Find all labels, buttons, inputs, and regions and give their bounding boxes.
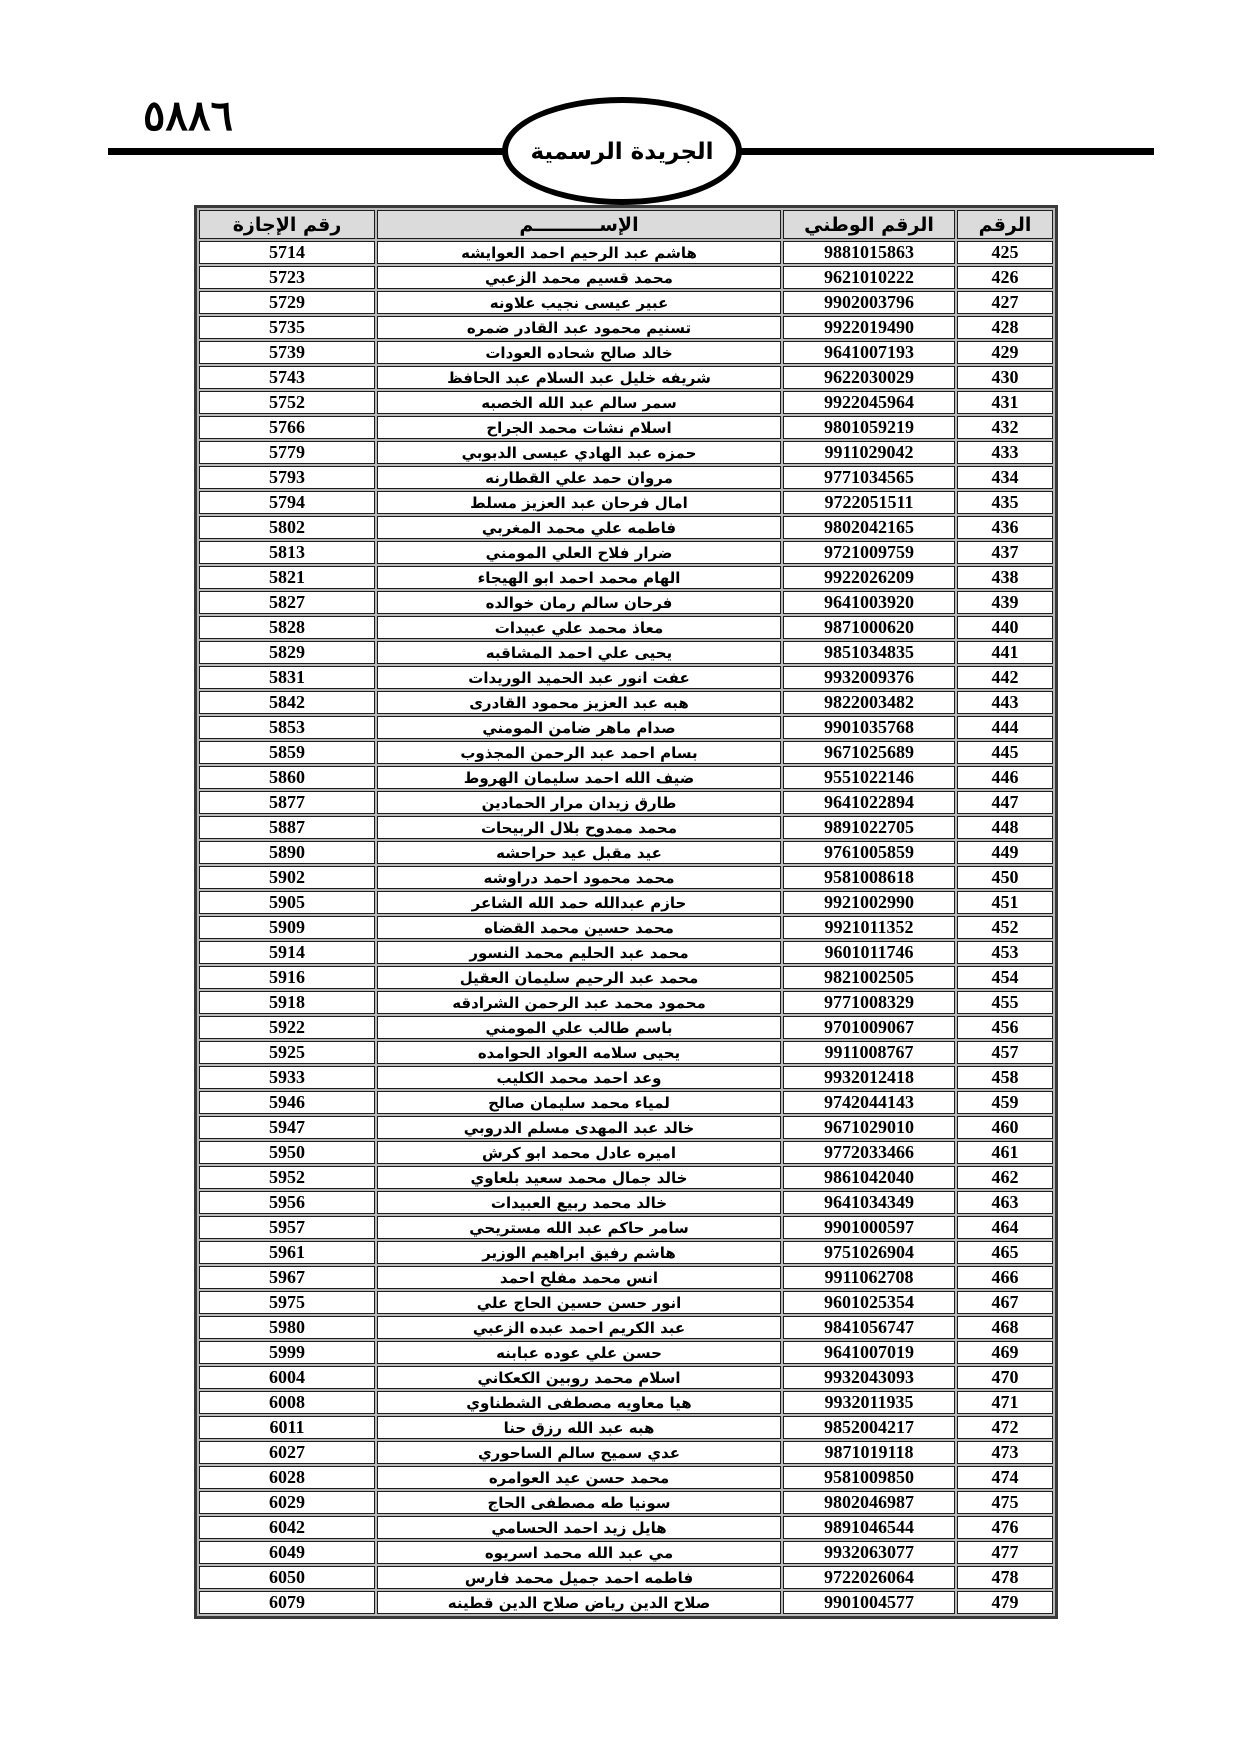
row-serial-cell: 458 — [957, 1066, 1053, 1089]
row-name-cell: الهام محمد احمد ابو الهيجاء — [377, 566, 781, 589]
table-row — [199, 366, 1053, 389]
row-license-cell: 5905 — [199, 891, 375, 914]
row-national-id-cell: 9621010222 — [783, 266, 955, 289]
row-name-cell: ضيف الله احمد سليمان الهروط — [377, 766, 781, 789]
row-serial-cell: 457 — [957, 1041, 1053, 1064]
table-row — [199, 1091, 1053, 1114]
row-license-cell: 5918 — [199, 991, 375, 1014]
row-name-cell: شريفه خليل عبد السلام عبد الحافظ — [377, 366, 781, 389]
table-row — [199, 1441, 1053, 1464]
table-row — [199, 566, 1053, 589]
row-license-cell: 6028 — [199, 1466, 375, 1489]
table-row — [199, 491, 1053, 514]
header-license-no: رقم الإجازة — [199, 210, 375, 239]
row-name-cell: هاشم عبد الرحيم احمد العوايشه — [377, 241, 781, 264]
table-row — [199, 1566, 1053, 1589]
table-row — [199, 1191, 1053, 1214]
row-national-id-cell: 9751026904 — [783, 1241, 955, 1264]
table-row — [199, 541, 1053, 564]
table-row — [199, 341, 1053, 364]
row-name-cell: لمياء محمد سليمان صالح — [377, 1091, 781, 1114]
row-license-cell: 5947 — [199, 1116, 375, 1139]
row-serial-cell: 428 — [957, 316, 1053, 339]
row-national-id-cell: 9902003796 — [783, 291, 955, 314]
row-serial-cell: 471 — [957, 1391, 1053, 1414]
table-row — [199, 1241, 1053, 1264]
row-serial-cell: 478 — [957, 1566, 1053, 1589]
row-national-id-cell: 9932012418 — [783, 1066, 955, 1089]
row-license-cell: 6029 — [199, 1491, 375, 1514]
table-header-row — [199, 210, 1053, 239]
table-row — [199, 1466, 1053, 1489]
row-license-cell: 5821 — [199, 566, 375, 589]
row-serial-cell: 461 — [957, 1141, 1053, 1164]
row-license-cell: 5828 — [199, 616, 375, 639]
row-serial-cell: 449 — [957, 841, 1053, 864]
page-number: ٥٨٨٦ — [142, 91, 234, 140]
row-serial-cell: 450 — [957, 866, 1053, 889]
row-serial-cell: 451 — [957, 891, 1053, 914]
row-national-id-cell: 9722051511 — [783, 491, 955, 514]
row-serial-cell: 468 — [957, 1316, 1053, 1339]
table-row — [199, 1041, 1053, 1064]
row-serial-cell: 456 — [957, 1016, 1053, 1039]
row-national-id-cell: 9921002990 — [783, 891, 955, 914]
row-serial-cell: 473 — [957, 1441, 1053, 1464]
row-license-cell: 5853 — [199, 716, 375, 739]
row-license-cell: 5802 — [199, 516, 375, 539]
row-name-cell: هيا معاويه مصطفى الشطناوي — [377, 1391, 781, 1414]
row-serial-cell: 439 — [957, 591, 1053, 614]
row-national-id-cell: 9601025354 — [783, 1291, 955, 1314]
header-national-id: الرقم الوطني — [783, 210, 955, 239]
row-name-cell: ضرار فلاح العلي المومني — [377, 541, 781, 564]
row-license-cell: 5793 — [199, 466, 375, 489]
row-serial-cell: 447 — [957, 791, 1053, 814]
row-license-cell: 5909 — [199, 916, 375, 939]
row-national-id-cell: 9932009376 — [783, 666, 955, 689]
row-national-id-cell: 9891022705 — [783, 816, 955, 839]
table-row — [199, 466, 1053, 489]
table-row — [199, 1016, 1053, 1039]
row-national-id-cell: 9932011935 — [783, 1391, 955, 1414]
row-serial-cell: 425 — [957, 241, 1053, 264]
row-national-id-cell: 9822003482 — [783, 691, 955, 714]
row-serial-cell: 444 — [957, 716, 1053, 739]
row-name-cell: محمد محمود احمد دراوشه — [377, 866, 781, 889]
table-row — [199, 1316, 1053, 1339]
row-name-cell: انور حسن حسين الحاج علي — [377, 1291, 781, 1314]
row-serial-cell: 435 — [957, 491, 1053, 514]
row-license-cell: 5999 — [199, 1341, 375, 1364]
row-serial-cell: 472 — [957, 1416, 1053, 1439]
row-national-id-cell: 9771034565 — [783, 466, 955, 489]
table-row — [199, 1266, 1053, 1289]
row-national-id-cell: 9871019118 — [783, 1441, 955, 1464]
row-national-id-cell: 9852004217 — [783, 1416, 955, 1439]
row-serial-cell: 426 — [957, 266, 1053, 289]
row-name-cell: انس محمد مفلح احمد — [377, 1266, 781, 1289]
row-serial-cell: 443 — [957, 691, 1053, 714]
gazette-title-oval — [502, 97, 742, 205]
licenses-table — [194, 205, 1058, 1619]
row-name-cell: محمد ممدوح بلال الربيحات — [377, 816, 781, 839]
row-license-cell: 5922 — [199, 1016, 375, 1039]
row-name-cell: هاشم رفيق ابراهيم الوزير — [377, 1241, 781, 1264]
row-name-cell: هبه عبد الله رزق حنا — [377, 1416, 781, 1439]
row-license-cell: 6079 — [199, 1591, 375, 1614]
table-row — [199, 691, 1053, 714]
row-name-cell: عبد الكريم احمد عبده الزعبي — [377, 1316, 781, 1339]
row-license-cell: 5914 — [199, 941, 375, 964]
row-name-cell: صلاح الدين رياض صلاح الدين قطينه — [377, 1591, 781, 1614]
row-name-cell: خالد محمد ربيع العبيدات — [377, 1191, 781, 1214]
row-name-cell: خالد عبد المهدى مسلم الدروبي — [377, 1116, 781, 1139]
table-row — [199, 1366, 1053, 1389]
row-license-cell: 5752 — [199, 391, 375, 414]
row-license-cell: 5794 — [199, 491, 375, 514]
row-national-id-cell: 9922019490 — [783, 316, 955, 339]
row-serial-cell: 462 — [957, 1166, 1053, 1189]
row-national-id-cell: 9772033466 — [783, 1141, 955, 1164]
header-serial: الرقم — [957, 210, 1053, 239]
row-national-id-cell: 9821002505 — [783, 966, 955, 989]
row-license-cell: 5842 — [199, 691, 375, 714]
row-license-cell: 5925 — [199, 1041, 375, 1064]
row-name-cell: بسام احمد عبد الرحمن المجذوب — [377, 741, 781, 764]
row-serial-cell: 433 — [957, 441, 1053, 464]
row-national-id-cell: 9871000620 — [783, 616, 955, 639]
row-name-cell: اسلام نشات محمد الجراح — [377, 416, 781, 439]
table-row — [199, 991, 1053, 1014]
row-license-cell: 5890 — [199, 841, 375, 864]
row-license-cell: 6008 — [199, 1391, 375, 1414]
row-national-id-cell: 9641003920 — [783, 591, 955, 614]
row-name-cell: محمد قسيم محمد الزعبي — [377, 266, 781, 289]
table-row — [199, 516, 1053, 539]
row-national-id-cell: 9641007019 — [783, 1341, 955, 1364]
row-name-cell: اميره عادل محمد ابو كرش — [377, 1141, 781, 1164]
row-national-id-cell: 9722026064 — [783, 1566, 955, 1589]
row-license-cell: 5779 — [199, 441, 375, 464]
row-license-cell: 5860 — [199, 766, 375, 789]
row-national-id-cell: 9922026209 — [783, 566, 955, 589]
table-row — [199, 391, 1053, 414]
row-license-cell: 5877 — [199, 791, 375, 814]
row-license-cell: 5980 — [199, 1316, 375, 1339]
row-national-id-cell: 9911062708 — [783, 1266, 955, 1289]
table-row — [199, 591, 1053, 614]
table-row — [199, 616, 1053, 639]
table-row — [199, 791, 1053, 814]
row-license-cell: 5729 — [199, 291, 375, 314]
row-national-id-cell: 9921011352 — [783, 916, 955, 939]
row-national-id-cell: 9901004577 — [783, 1591, 955, 1614]
gazette-title: الجريدة الرسمية — [530, 139, 714, 165]
row-national-id-cell: 9881015863 — [783, 241, 955, 264]
table-row — [199, 1166, 1053, 1189]
row-license-cell: 5916 — [199, 966, 375, 989]
row-license-cell: 5735 — [199, 316, 375, 339]
row-serial-cell: 438 — [957, 566, 1053, 589]
row-license-cell: 6011 — [199, 1416, 375, 1439]
row-national-id-cell: 9671025689 — [783, 741, 955, 764]
table-row — [199, 766, 1053, 789]
row-serial-cell: 455 — [957, 991, 1053, 1014]
table-row — [199, 966, 1053, 989]
row-license-cell: 6049 — [199, 1541, 375, 1564]
table-row — [199, 841, 1053, 864]
row-name-cell: عدي سميح سالم الساحوري — [377, 1441, 781, 1464]
row-license-cell: 6050 — [199, 1566, 375, 1589]
table-row — [199, 1541, 1053, 1564]
row-name-cell: سمر سالم عبد الله الخصبه — [377, 391, 781, 414]
row-national-id-cell: 9851034835 — [783, 641, 955, 664]
row-serial-cell: 464 — [957, 1216, 1053, 1239]
row-national-id-cell: 9671029010 — [783, 1116, 955, 1139]
row-national-id-cell: 9761005859 — [783, 841, 955, 864]
table-row — [199, 916, 1053, 939]
row-name-cell: خالد صالح شحاده العودات — [377, 341, 781, 364]
row-national-id-cell: 9922045964 — [783, 391, 955, 414]
row-name-cell: سونيا طه مصطفى الحاج — [377, 1491, 781, 1514]
table-body — [199, 241, 1053, 1614]
row-license-cell: 5714 — [199, 241, 375, 264]
table-row — [199, 1516, 1053, 1539]
row-national-id-cell: 9802046987 — [783, 1491, 955, 1514]
row-national-id-cell: 9742044143 — [783, 1091, 955, 1114]
row-license-cell: 6027 — [199, 1441, 375, 1464]
row-name-cell: يحيى سلامه العواد الحوامده — [377, 1041, 781, 1064]
row-serial-cell: 434 — [957, 466, 1053, 489]
row-license-cell: 5723 — [199, 266, 375, 289]
row-name-cell: فاطمه احمد جميل محمد فارس — [377, 1566, 781, 1589]
row-serial-cell: 429 — [957, 341, 1053, 364]
table-row — [199, 666, 1053, 689]
table-row — [199, 241, 1053, 264]
row-national-id-cell: 9622030029 — [783, 366, 955, 389]
row-serial-cell: 442 — [957, 666, 1053, 689]
row-serial-cell: 459 — [957, 1091, 1053, 1114]
row-license-cell: 5859 — [199, 741, 375, 764]
row-national-id-cell: 9601011746 — [783, 941, 955, 964]
row-serial-cell: 448 — [957, 816, 1053, 839]
row-name-cell: باسم طالب علي المومني — [377, 1016, 781, 1039]
row-license-cell: 5827 — [199, 591, 375, 614]
row-national-id-cell: 9581009850 — [783, 1466, 955, 1489]
row-license-cell: 5743 — [199, 366, 375, 389]
row-serial-cell: 475 — [957, 1491, 1053, 1514]
table-row — [199, 641, 1053, 664]
row-national-id-cell: 9581008618 — [783, 866, 955, 889]
row-license-cell: 5961 — [199, 1241, 375, 1264]
row-serial-cell: 446 — [957, 766, 1053, 789]
row-serial-cell: 437 — [957, 541, 1053, 564]
row-serial-cell: 427 — [957, 291, 1053, 314]
row-name-cell: سامر حاكم عبد الله مستريحي — [377, 1216, 781, 1239]
row-license-cell: 5933 — [199, 1066, 375, 1089]
row-name-cell: محمود محمد عبد الرحمن الشرادقه — [377, 991, 781, 1014]
row-license-cell: 5950 — [199, 1141, 375, 1164]
row-license-cell: 5813 — [199, 541, 375, 564]
row-name-cell: فرحان سالم رمان خوالده — [377, 591, 781, 614]
table-row — [199, 316, 1053, 339]
row-national-id-cell: 9841056747 — [783, 1316, 955, 1339]
row-name-cell: اسلام محمد روبين الكعكاني — [377, 1366, 781, 1389]
row-serial-cell: 479 — [957, 1591, 1053, 1614]
row-serial-cell: 474 — [957, 1466, 1053, 1489]
row-serial-cell: 477 — [957, 1541, 1053, 1564]
row-name-cell: محمد حسن عيد العوامره — [377, 1466, 781, 1489]
row-name-cell: فاطمه علي محمد المغربي — [377, 516, 781, 539]
row-serial-cell: 440 — [957, 616, 1053, 639]
table-row — [199, 816, 1053, 839]
row-national-id-cell: 9932063077 — [783, 1541, 955, 1564]
row-name-cell: محمد حسين محمد القضاه — [377, 916, 781, 939]
table-row — [199, 1341, 1053, 1364]
table-row — [199, 266, 1053, 289]
table-row — [199, 291, 1053, 314]
row-national-id-cell: 9721009759 — [783, 541, 955, 564]
row-name-cell: عبير عيسى نجيب علاونه — [377, 291, 781, 314]
row-name-cell: هايل زيد احمد الحسامي — [377, 1516, 781, 1539]
row-serial-cell: 476 — [957, 1516, 1053, 1539]
table-row — [199, 1291, 1053, 1314]
row-name-cell: خالد جمال محمد سعيد بلعاوي — [377, 1166, 781, 1189]
row-name-cell: حمزه عبد الهادي عيسى الدبوبي — [377, 441, 781, 464]
row-serial-cell: 469 — [957, 1341, 1053, 1364]
row-serial-cell: 465 — [957, 1241, 1053, 1264]
row-national-id-cell: 9932043093 — [783, 1366, 955, 1389]
row-license-cell: 5956 — [199, 1191, 375, 1214]
row-name-cell: حازم عبدالله حمد الله الشاعر — [377, 891, 781, 914]
row-license-cell: 5967 — [199, 1266, 375, 1289]
row-national-id-cell: 9901000597 — [783, 1216, 955, 1239]
row-national-id-cell: 9641022894 — [783, 791, 955, 814]
header-name: الإســــــــــم — [377, 210, 781, 239]
row-serial-cell: 436 — [957, 516, 1053, 539]
row-name-cell: مي عبد الله محمد اسريوه — [377, 1541, 781, 1564]
row-serial-cell: 466 — [957, 1266, 1053, 1289]
row-serial-cell: 431 — [957, 391, 1053, 414]
row-national-id-cell: 9901035768 — [783, 716, 955, 739]
row-name-cell: عفت انور عبد الحميد الوريدات — [377, 666, 781, 689]
row-name-cell: تسنيم محمود عبد القادر ضمره — [377, 316, 781, 339]
row-name-cell: حسن علي عوده عبابنه — [377, 1341, 781, 1364]
row-serial-cell: 452 — [957, 916, 1053, 939]
row-national-id-cell: 9802042165 — [783, 516, 955, 539]
row-name-cell: هبه عبد العزيز محمود القادرى — [377, 691, 781, 714]
table-row — [199, 716, 1053, 739]
table-row — [199, 866, 1053, 889]
table-row — [199, 416, 1053, 439]
table-row — [199, 1116, 1053, 1139]
row-serial-cell: 463 — [957, 1191, 1053, 1214]
row-serial-cell: 454 — [957, 966, 1053, 989]
row-name-cell: يحيى علي احمد المشاقبه — [377, 641, 781, 664]
row-national-id-cell: 9641034349 — [783, 1191, 955, 1214]
row-national-id-cell: 9551022146 — [783, 766, 955, 789]
row-national-id-cell: 9801059219 — [783, 416, 955, 439]
row-serial-cell: 467 — [957, 1291, 1053, 1314]
table-row — [199, 1416, 1053, 1439]
row-name-cell: عيد مقبل عيد حراحشه — [377, 841, 781, 864]
row-license-cell: 5829 — [199, 641, 375, 664]
table-row — [199, 1591, 1053, 1614]
table-row — [199, 1066, 1053, 1089]
row-serial-cell: 460 — [957, 1116, 1053, 1139]
row-serial-cell: 441 — [957, 641, 1053, 664]
table-row — [199, 1141, 1053, 1164]
row-national-id-cell: 9911008767 — [783, 1041, 955, 1064]
row-serial-cell: 453 — [957, 941, 1053, 964]
row-name-cell: مروان حمد علي القطارنه — [377, 466, 781, 489]
row-license-cell: 5952 — [199, 1166, 375, 1189]
row-name-cell: معاذ محمد علي عبيدات — [377, 616, 781, 639]
row-name-cell: محمد عبد الحليم محمد النسور — [377, 941, 781, 964]
row-license-cell: 5739 — [199, 341, 375, 364]
row-name-cell: امال فرحان عبد العزيز مسلط — [377, 491, 781, 514]
row-serial-cell: 432 — [957, 416, 1053, 439]
row-national-id-cell: 9911029042 — [783, 441, 955, 464]
row-serial-cell: 470 — [957, 1366, 1053, 1389]
row-license-cell: 6042 — [199, 1516, 375, 1539]
row-license-cell: 5887 — [199, 816, 375, 839]
row-national-id-cell: 9891046544 — [783, 1516, 955, 1539]
row-name-cell: صدام ماهر ضامن المومني — [377, 716, 781, 739]
row-national-id-cell: 9771008329 — [783, 991, 955, 1014]
row-license-cell: 5766 — [199, 416, 375, 439]
row-national-id-cell: 9701009067 — [783, 1016, 955, 1039]
table-row — [199, 441, 1053, 464]
table-row — [199, 1216, 1053, 1239]
table-row — [199, 1491, 1053, 1514]
row-license-cell: 5946 — [199, 1091, 375, 1114]
row-name-cell: وعد احمد محمد الكليب — [377, 1066, 781, 1089]
row-license-cell: 5831 — [199, 666, 375, 689]
row-national-id-cell: 9641007193 — [783, 341, 955, 364]
row-name-cell: طارق زيدان مرار الحمادين — [377, 791, 781, 814]
row-serial-cell: 430 — [957, 366, 1053, 389]
row-license-cell: 5975 — [199, 1291, 375, 1314]
table-row — [199, 741, 1053, 764]
table-row — [199, 891, 1053, 914]
row-name-cell: محمد عبد الرحيم سليمان العقيل — [377, 966, 781, 989]
table-row — [199, 1391, 1053, 1414]
row-license-cell: 5957 — [199, 1216, 375, 1239]
row-national-id-cell: 9861042040 — [783, 1166, 955, 1189]
row-serial-cell: 445 — [957, 741, 1053, 764]
table-row — [199, 941, 1053, 964]
row-license-cell: 6004 — [199, 1366, 375, 1389]
row-license-cell: 5902 — [199, 866, 375, 889]
